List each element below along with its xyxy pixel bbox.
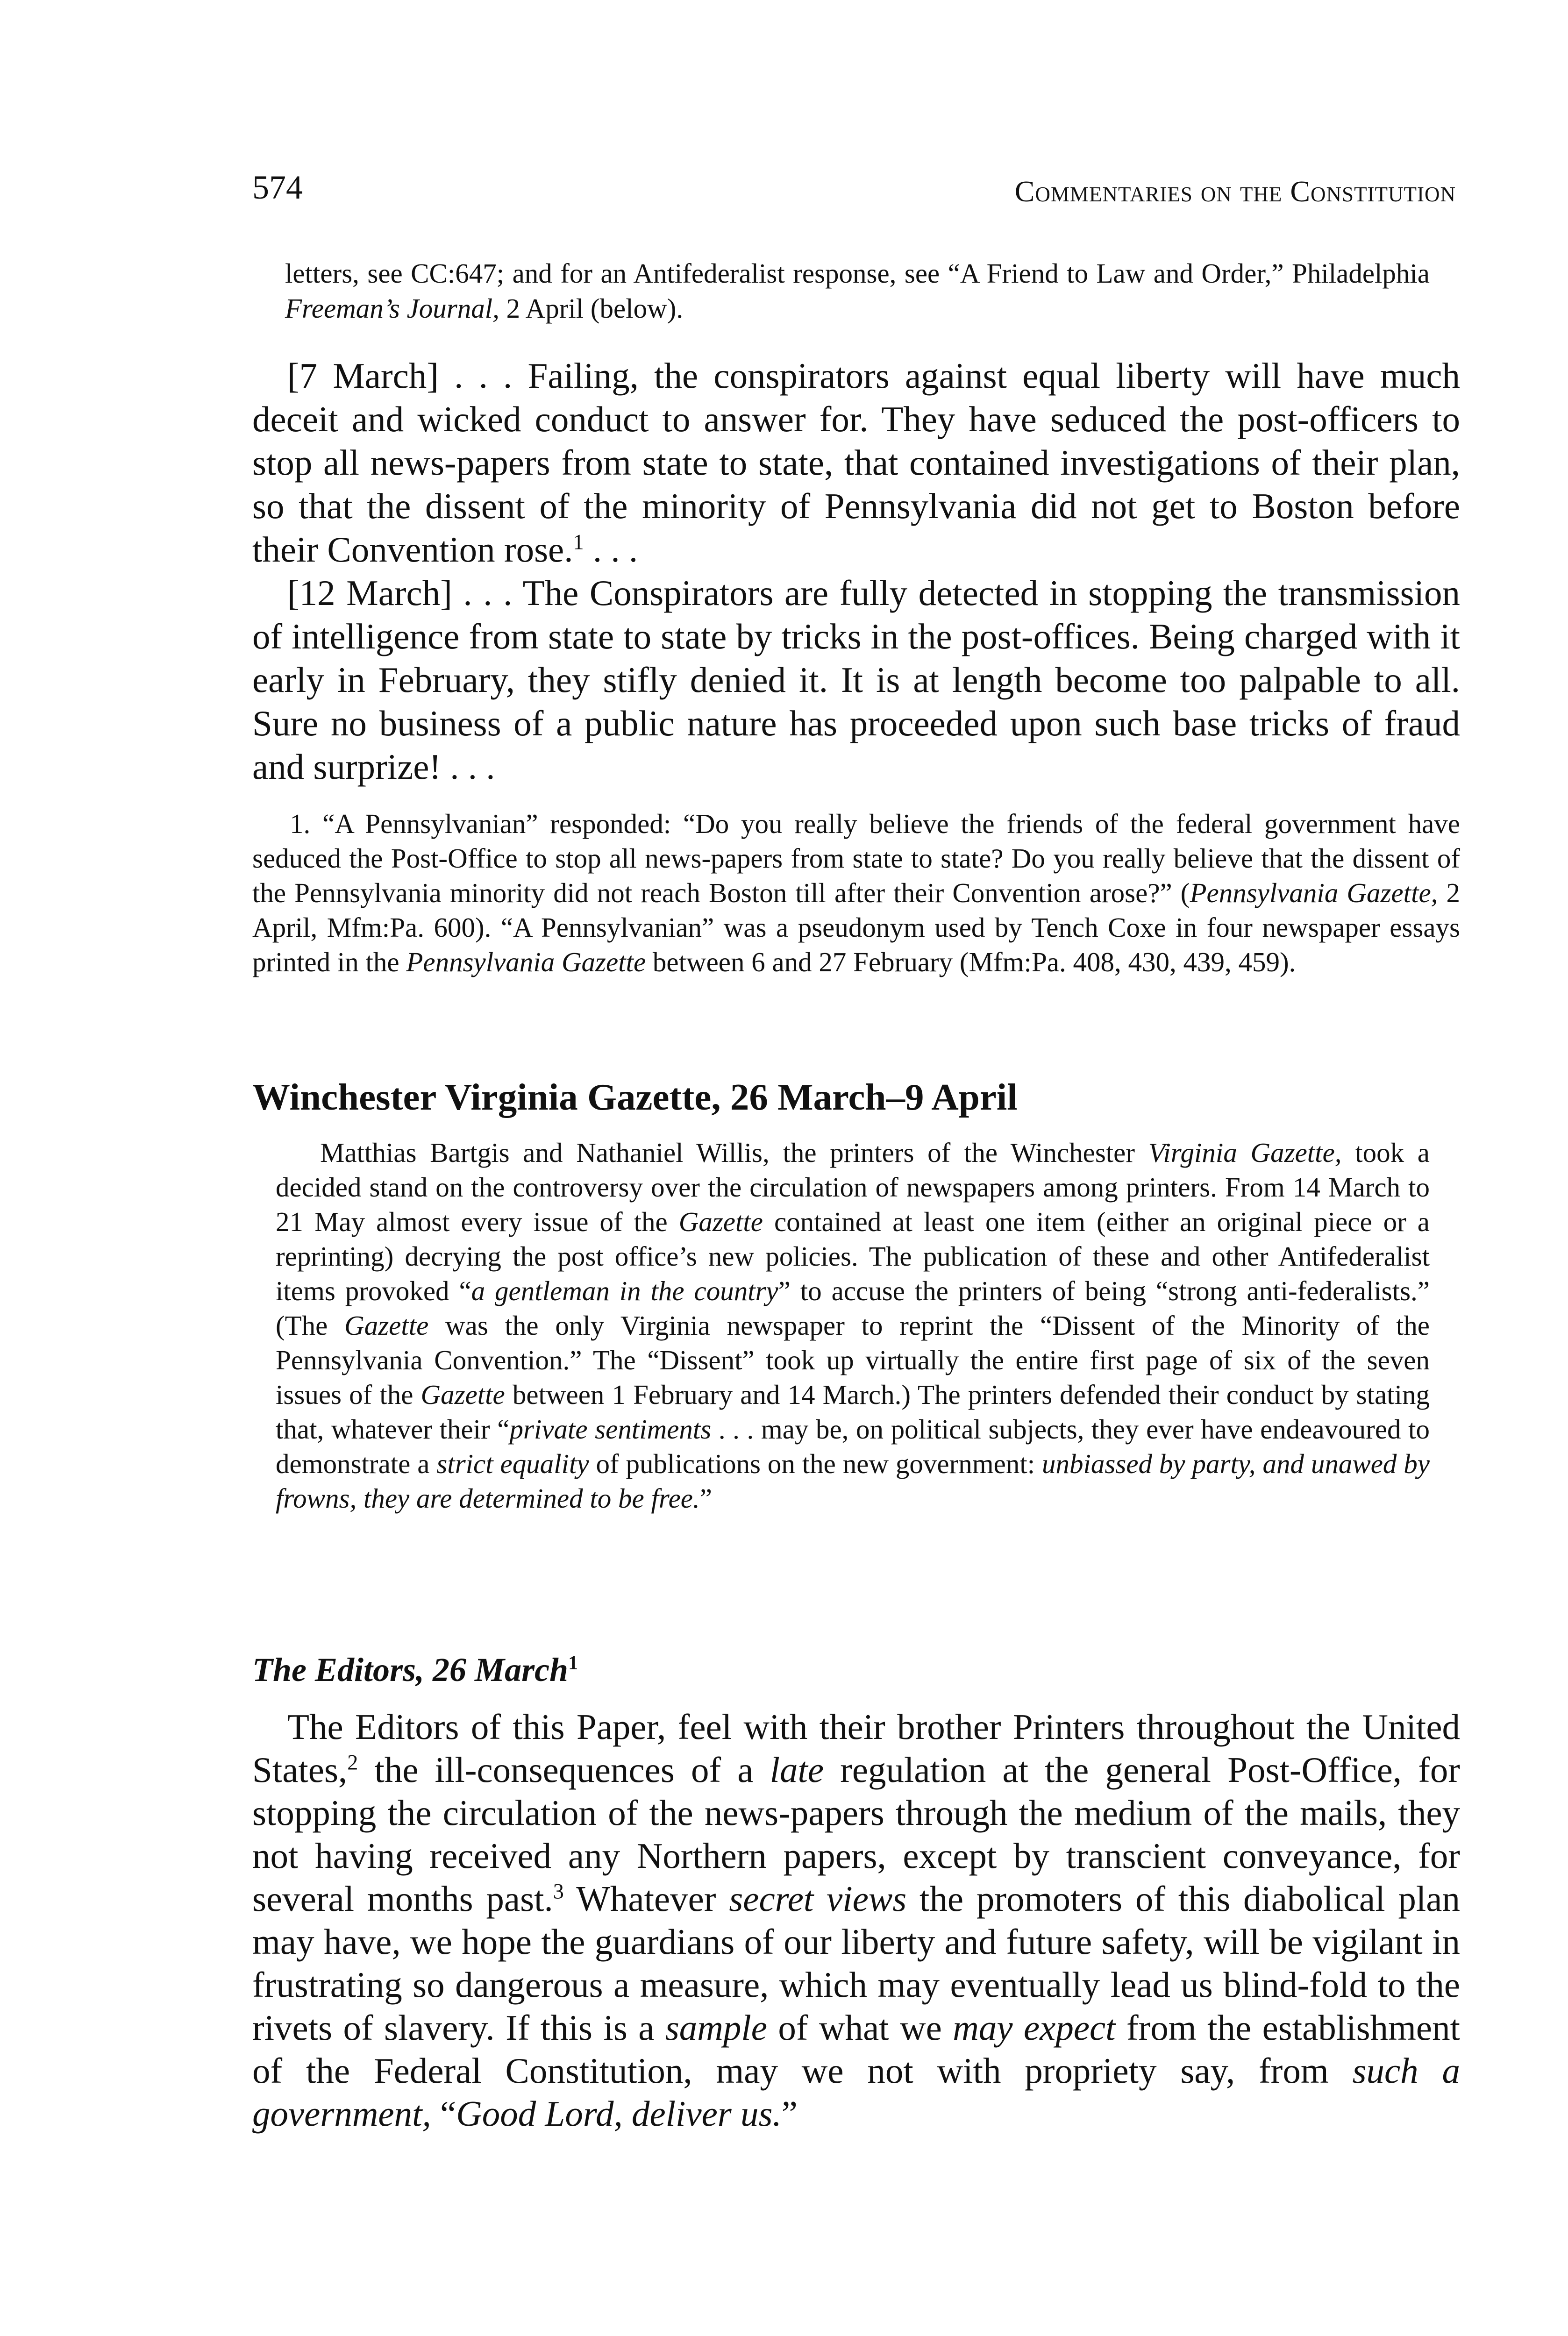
carried-over-note-text bbox=[285, 256, 1430, 326]
extract-ellipsis: . . . bbox=[584, 529, 638, 570]
footnote-marker: 3 bbox=[553, 1879, 564, 1903]
note-text-segment: 2 April (below). bbox=[499, 293, 684, 324]
note-italic-segment: Freeman’s Journal, bbox=[285, 293, 499, 324]
section-heading: Winchester Virginia Gazette, 26 March–9 April bbox=[252, 1076, 1018, 1118]
headnote-italic: strict equality bbox=[436, 1448, 589, 1479]
running-head: Commentaries on the Constitution bbox=[1014, 175, 1456, 208]
headnote-italic: unbiassed by party, and unawed by frowns, they are determined to be free. bbox=[276, 1448, 1430, 1514]
footnote-marker: 1 bbox=[568, 1652, 578, 1674]
body-segment: regulation at the general Post-Office, for stopping the circulation of the news-papers through the medium of the mails, they not having received any Northern papers, except by transcient conveyance, for several months past. bbox=[252, 1750, 1460, 1919]
headnote-segment: ” to accuse the printers of being “strong anti-federalists.” (The bbox=[276, 1275, 1430, 1341]
headnote-text bbox=[276, 1135, 1430, 1516]
document-body bbox=[252, 1705, 1460, 2135]
footnote-italic: Pennsylvania Gazette, bbox=[1190, 877, 1438, 908]
carried-over-note bbox=[285, 256, 1430, 326]
editorial-headnote bbox=[276, 1135, 1430, 1516]
page-number: 574 bbox=[252, 169, 303, 206]
body-italic: secret views bbox=[729, 1879, 907, 1919]
body-italic: sample bbox=[665, 2008, 767, 2048]
body-segment: the ill-consequences of a bbox=[358, 1750, 770, 1790]
body-segment: ” bbox=[781, 2094, 798, 2134]
headnote-segment: between 1 February and 14 March.) The printers defended their conduct by stating that, whatever their “ bbox=[276, 1379, 1430, 1445]
footnote-marker: 1 bbox=[573, 530, 584, 554]
body-segment: Whatever bbox=[563, 1879, 729, 1919]
extract-text: [7 March] . . . Failing, the conspirators against equal liberty will have much deceit and wicked conduct to answer for. They have seduced the post-officers to stop all news-papers from state to state, that contained investigations of their plan, so that the dissent of the minority of Pennsylvania did not get to Boston before their Convention rose. bbox=[252, 356, 1460, 570]
headnote-italic: Gazette bbox=[344, 1310, 429, 1341]
body-italic: Good Lord, deliver us. bbox=[456, 2094, 782, 2134]
headnote-italic: private sentiments bbox=[509, 1414, 712, 1445]
footnote-segment: 2 April, Mfm:Pa. 600). “A Pennsylvanian” was a pseudonym used by Tench Coxe in four newspaper essays printed in the bbox=[252, 877, 1461, 977]
headnote-italic: a gentleman in the country bbox=[471, 1275, 778, 1306]
document-title-text: The Editors, 26 March bbox=[252, 1651, 569, 1688]
body-italic: such a government, bbox=[252, 2051, 1460, 2134]
headnote-segment: . . . may be, on political subjects, they ever have endeavoured to demonstrate a bbox=[276, 1414, 1430, 1479]
body-segment: of what we bbox=[767, 2008, 953, 2048]
headnote-segment: contained at least one item (either an original piece or a reprinting) decrying the post office’s new policies. The publication of these and other Antifederalist items provoked “ bbox=[276, 1206, 1430, 1306]
headnote-segment: was the only Virginia newspaper to reprint the “Dissent of the Minority of the Pennsylvania Convention.” The “Dissent” took up virtually the entire first page of six of the seven issues of the bbox=[276, 1310, 1430, 1410]
headnote-italic: Gazette bbox=[678, 1206, 763, 1237]
document-title bbox=[252, 1653, 578, 1687]
footnote-marker: 2 bbox=[347, 1750, 358, 1774]
headnote-italic: Virginia Gazette, bbox=[1148, 1137, 1342, 1168]
body-segment: The Editors of this Paper, feel with their brother Printers throughout the United States, bbox=[252, 1707, 1460, 1790]
newspaper-extracts bbox=[252, 354, 1460, 789]
headnote-segment: ” bbox=[699, 1483, 712, 1514]
note-text-segment: letters, see CC:647; and for an Antifederalist response, see “A Friend to Law and Order,” Philadelphia bbox=[285, 258, 1430, 289]
extract-12-march bbox=[252, 571, 1460, 789]
body-segment: from the establishment of the Federal Constitution, may we not with propriety say, from bbox=[252, 2008, 1461, 2091]
headnote-segment: took a decided stand on the controversy over the circulation of newspapers among printers. From 14 March to 21 May almost every issue of the bbox=[276, 1137, 1430, 1237]
body-segment: the promoters of this diabolical plan may have, we hope the guardians of our liberty and future safety, will be vigilant in frustrating so dangerous a measure, which may eventually lead us blind-fold to the rivets of slavery. If this is a bbox=[252, 1879, 1460, 2048]
footnote-segment: between 6 and 27 February (Mfm:Pa. 408, 430, 439, 459). bbox=[646, 947, 1296, 977]
body-italic: may expect bbox=[953, 2008, 1116, 2048]
footnote-italic: Pennsylvania Gazette bbox=[406, 947, 646, 977]
footnote-1 bbox=[252, 806, 1460, 979]
extract-7-march bbox=[252, 354, 1460, 571]
footnote-segment: 1. “A Pennsylvanian” responded: “Do you really believe the friends of the federal government have seduced the Post-Office to stop all news-papers from state to state? Do you really believe that the dissent of the Pennsylvania minority did not reach Boston till after their Convention arose?” ( bbox=[252, 808, 1460, 908]
body-italic: late bbox=[770, 1750, 824, 1790]
footnote-text bbox=[252, 806, 1460, 979]
extract-text: [12 March] . . . The Conspirators are fully detected in stopping the transmission of intelligence from state to state by tricks in the post-offices. Being charged with it early in February, they stifly denied it. It is at length become too palpable to all. Sure no business of a public nature has proceeded upon such base tricks of fraud and surprize! . . . bbox=[252, 573, 1460, 787]
headnote-segment: of publications on the new government: bbox=[589, 1448, 1042, 1479]
document-paragraph bbox=[252, 1705, 1460, 2135]
headnote-italic: Gazette bbox=[421, 1379, 505, 1410]
body-segment: “ bbox=[431, 2094, 456, 2134]
headnote-segment: Matthias Bartgis and Nathaniel Willis, the printers of the Winchester bbox=[320, 1137, 1148, 1168]
